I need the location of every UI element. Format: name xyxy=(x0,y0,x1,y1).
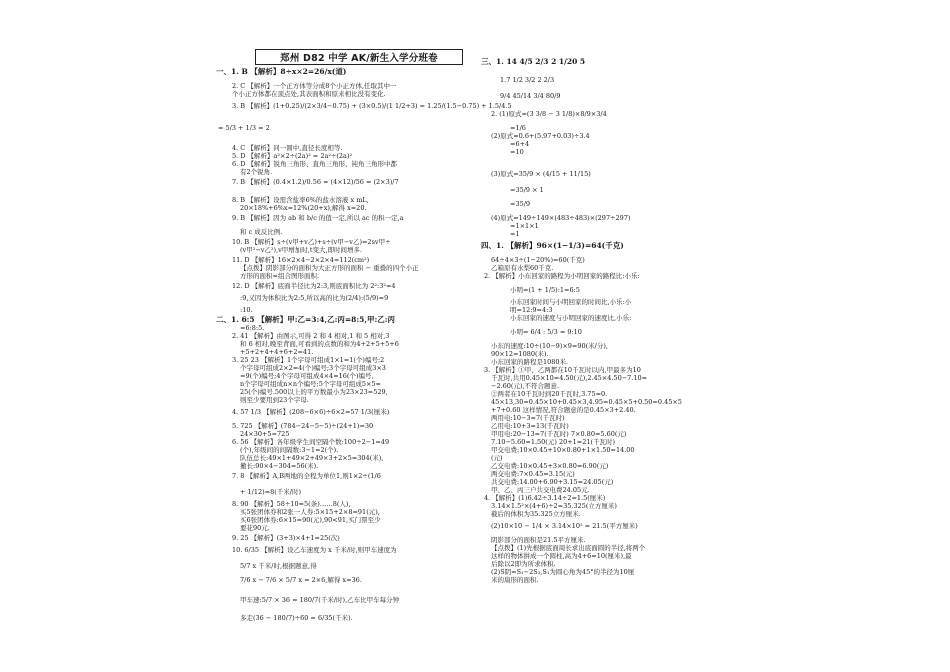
answer-line: (2)10×10 − 1/4 × 3.14×10² = 21.5(平方厘米) xyxy=(491,522,638,530)
answer-line: 9. B 【解析】因为 ab 和 b/c 的值一定,所以 ac 的积一定,a xyxy=(232,214,404,222)
answer-line: 90×12=1080(米). xyxy=(491,350,549,358)
answer-line: 10. 6/35 【解析】设乙车速度为 x 千米/时,则甲车速度为 xyxy=(232,546,397,554)
answer-line: 共交电费:14.00+6.90+3.15=24.05(元) xyxy=(491,478,614,486)
answer-line: (4)原式=149÷149×(483÷483)×(297÷297) xyxy=(491,214,631,222)
answer-line: =9(个)编号;4个字母可组成4×4=16(个)编号, xyxy=(240,372,374,380)
answer-line: n个字母可组成n×n个编号;5个字母可组成5×5= xyxy=(240,380,381,388)
answer-line: 方形的面积=组合图形面积. xyxy=(240,272,320,280)
answer-line: =1 xyxy=(510,230,520,238)
answer-line: 4. 【解析】(1)6.42÷3.14÷2=1.5(厘米) xyxy=(484,494,606,502)
answer-line: 3. B 【解析】(1+0.25)/(2×3/4−0.75) + (3×0.5)/(1 1/2+3) = 1.25/(1.5−0.75) + 1.5/4.5 xyxy=(232,102,512,110)
answer-line: =35/9 × 1 xyxy=(510,186,544,194)
answer-line: =6+4 xyxy=(510,140,530,148)
answer-line: 2. 41 【解析】由图示,可得 2 和 4 相对,1 和 5 相对,3 xyxy=(232,332,390,340)
answer-line: 个字母可组成2×2=4(个)编号;3个字母可组成3×3 xyxy=(240,364,386,372)
answer-line: 8. 90 【解析】58÷10=5(条)……8(人), xyxy=(232,500,351,508)
answer-line: 2. C 【解析】一个正方体等分成8个小正方体,任取其中一 xyxy=(232,82,397,90)
answer-line: 买5张团体券和2张一人券:5×15+2×8=91(元), xyxy=(240,508,380,516)
answer-line: 个小正方体都在顶点处,其表面积和原来相比没有变化. xyxy=(232,90,386,98)
answer-line: 5. D 【解析】a²×2÷(2a)² = 2a²÷(2a)² xyxy=(232,152,353,160)
answer-line: 2. (1)原式=(3 3/8 − 3 1/8)×8/9×3/4 xyxy=(491,110,607,118)
answer-line: 一、1. B 【解析】8÷x×2=26/x(道) xyxy=(216,67,347,76)
answer-line: 多走(36 − 180/7)÷60 = 6/35(千米). xyxy=(240,614,353,622)
answer-line: 两交电费:7×0.45=3.15(元) xyxy=(491,470,575,478)
answer-line: 4. C 【解析】同一圆中,直径长度相等. xyxy=(232,144,343,152)
answer-line: ②两者在10千瓦时到20千瓦时,3.75=0. xyxy=(491,390,608,398)
answer-line: 四、1. 【解析】96×(1−1/3)=64(千克) xyxy=(481,241,624,250)
answer-line: 买6张团体券:6×15=90(元),90<91,买门票至少 xyxy=(240,516,381,524)
answer-line: 这样的物体拼成一个圆柱,高为4+6=10(厘米),最 xyxy=(491,552,632,560)
title-box: 郑州 D82 中学 AK/新生入学分班卷 xyxy=(255,49,463,65)
answer-line: 小明=(1 + 1/5):1=6:5 xyxy=(510,286,580,294)
answer-line: =10 xyxy=(510,148,524,156)
answer-line: 乙箱原有水梨60千克. xyxy=(491,264,554,272)
answer-line: 甲、乙、丙三户共交电费24.05元. xyxy=(491,486,590,494)
answer-line: −2.60(元),不符合题意. xyxy=(491,382,560,390)
answer-line: 25(个)编号.500以上的平方数最小为23×23=529, xyxy=(240,388,388,396)
answer-line: (元) xyxy=(491,454,503,462)
answer-line: 小东回家的路程是1080米. xyxy=(491,358,569,366)
answer-line: + 1/12)=8(千米/时) xyxy=(240,488,301,496)
answer-line: 撤长:90×4−304=56(米). xyxy=(240,462,319,470)
answer-line: 两用电:10−3=7(千瓦时) xyxy=(491,414,565,422)
answer-line: 甲交电费:10×0.45+10×0.80+1×1.50=14.00 xyxy=(491,446,635,454)
answer-line: 64÷4×3÷(1−20%)=60(千克) xyxy=(491,256,585,264)
answer-line: 甲用电:20−13=7(千瓦时) 7×0.80=5.60(元) xyxy=(491,430,627,438)
answer-line: 3. 25 23 【解析】1个字母可组成1×1=1(个)编号;2 xyxy=(232,356,385,364)
answer-line: =1/6 xyxy=(510,124,526,132)
answer-line: 二、1. 6:5 【解析】甲:乙=3:4,乙:丙=8:5,甲:乙:丙 xyxy=(216,315,396,324)
answer-line: 千瓦时,共用0.45×10=4.50(元),2.45×4.50−7.10= xyxy=(491,374,648,382)
answer-line: 7. B 【解析】(0.4×1.2)/0.56 = (4×12)/56 = (2×3)/7 xyxy=(232,178,399,186)
answer-line: (个),年级间的间隔数:3−1=2(个). xyxy=(240,446,339,454)
answer-line: 则至少要用到23个字母. xyxy=(240,396,309,404)
answer-line: 3. 【解析】①甲、乙两都在10千瓦时以内,甲最多为10 xyxy=(484,366,641,374)
answer-line: 小东回家的速度与小明回家的速度比,小乐: xyxy=(510,314,632,322)
answer-line: 和 c 成反比例. xyxy=(240,228,283,236)
answer-line: 3.14×1.5²×(4+6)÷2=35.325(立方厘米) xyxy=(491,502,617,510)
answer-line: 1.7 1/2 3/2 2 2/3 xyxy=(500,76,555,84)
answer-line: =35/9 xyxy=(510,200,531,208)
answer-line: 7. 8 【解析】A,B两地的全程为单位1,则1×2÷(1/6 xyxy=(232,472,381,480)
answer-line: =1×1×1 xyxy=(510,222,539,230)
answer-line: 6. 56 【解析】各年级学生间空隔个数:100÷2−1=49 xyxy=(232,438,390,446)
answer-line: 7.10−5.60=1.50(元) 20+1=21(千瓦时) xyxy=(491,438,616,446)
answer-line: 阴影部分的面积是21.5平方厘米. xyxy=(491,536,586,544)
answer-line: 要花90元. xyxy=(240,524,270,532)
answer-line: 5/7 x 千米/时,根据题意,得 xyxy=(240,562,317,570)
answer-line: :10. xyxy=(240,306,253,314)
answer-line: 三、1. 14 4/5 2/3 2 1/20 5 xyxy=(481,57,586,66)
answer-line: = 5/3 + 1/3 = 2 xyxy=(218,124,270,132)
answer-line: 2. 【解析】小东回家的路程为小明回家的路程比:小乐: xyxy=(484,272,640,280)
answer-line: 队伍总长:49×1+49×2+49×3+2×5=304(米), xyxy=(240,454,384,462)
answer-line: 明=12:9=4:3 xyxy=(510,306,553,314)
answer-line: (2)S阴=S₁−2S₂,S₁为圆心角为45°的半径为10厘 xyxy=(491,568,635,576)
answer-line: 12. D 【解析】底面半径比为2:3,则底面积比为 2²:3²=4 xyxy=(232,282,396,290)
answer-line: 后除以2即为所求体积. xyxy=(491,560,556,568)
answer-line: (2)原式=0.6+(5.97+0.03)÷3.4 xyxy=(491,132,590,140)
answer-line: 【点拨】(1)先根据底面周长求出底面圆的半径,将两个 xyxy=(491,544,646,552)
answer-line: 有2个锐角. xyxy=(240,168,273,176)
answer-line: 10. B 【解析】s÷(v甲+v乙)+s÷(v甲−v乙)=2sv甲÷ xyxy=(232,238,391,246)
answer-line: +5+2+4+4+6+2=41. xyxy=(240,348,314,356)
answer-line: 小东的速度:10÷(10−9)×9=90(米/分), xyxy=(491,342,608,350)
answer-line: :9,又因为体积比为2:5,所以高的比为(2/4):(5/9)=9 xyxy=(240,294,389,302)
answer-line: +7+0.60 这样情况,符合题意的是0.45×3+2.40. xyxy=(491,406,636,414)
answer-line: 和 6 相对,晚至背面,可看到的点数的和为4+2+5+5+6 xyxy=(240,340,399,348)
answer-line: 5. 725 【解析】(784−24−5−5)÷(24+1)=30 xyxy=(232,422,374,430)
answer-line: 4. 57 1/3 【解析】(208−6×6)÷6×2=57 1/3(厘米) xyxy=(232,408,390,416)
answer-line: (3)原式=35/9 × (4/15 + 11/15) xyxy=(491,170,591,178)
answer-line: 45×13,30=0.45×10+0.45×3,4.95=0.45×5+0.50=0.45×5 xyxy=(491,398,682,406)
answer-line: =6:8:5. xyxy=(240,324,265,332)
answer-line: 乙交电费:10×0.45+3×0.80=6.90(元) xyxy=(491,462,609,470)
answer-line: 8. B 【解析】设需含盐率6%的盐水溶液 x mL, xyxy=(232,196,369,204)
answer-line: 9. 25 【解析】(3+3)×4+1=25(次) xyxy=(232,534,340,542)
answer-line: 7/6 x − 7/6 × 5/7 x = 2×6,解得 x=36. xyxy=(240,576,362,584)
answer-line: 截后的体积为35.325立方厘米. xyxy=(491,510,581,518)
answer-line: 小东回家时间与小明回家的时间比,小乐:小 xyxy=(510,298,632,306)
answer-line: 11. D 【解析】16×2×4−2×2×4=112(cm²) xyxy=(232,256,370,264)
answer-line: 9/4 45/14 3/4 80/9 xyxy=(500,92,561,100)
answer-line: 甲车速:5/7 × 36 = 180/7(千米/时),乙车比甲车每分钟 xyxy=(240,596,400,604)
answer-line: 24×30+5=725 xyxy=(240,430,290,438)
answer-line: 【点拨】阴影部分的面积为大正方形的面积 − 重叠的四个小正 xyxy=(240,264,419,272)
answer-line: (v甲²−v乙²),v甲增加时,t变大,即时间增多. xyxy=(240,246,363,254)
answer-line: 6. D 【解析】锐角三角形、直角三角形、钝角三角形中都 xyxy=(232,160,398,168)
answer-line: 20×18%+6%x=12%(20+x),解得 x=20. xyxy=(240,204,367,212)
answer-line: 小明= 6/4 : 5/3 = 9:10 xyxy=(510,328,582,336)
answer-line: 米的扇形的面积. xyxy=(491,576,539,584)
answer-line: 乙用电:10+3=13(千瓦时) xyxy=(491,422,569,430)
